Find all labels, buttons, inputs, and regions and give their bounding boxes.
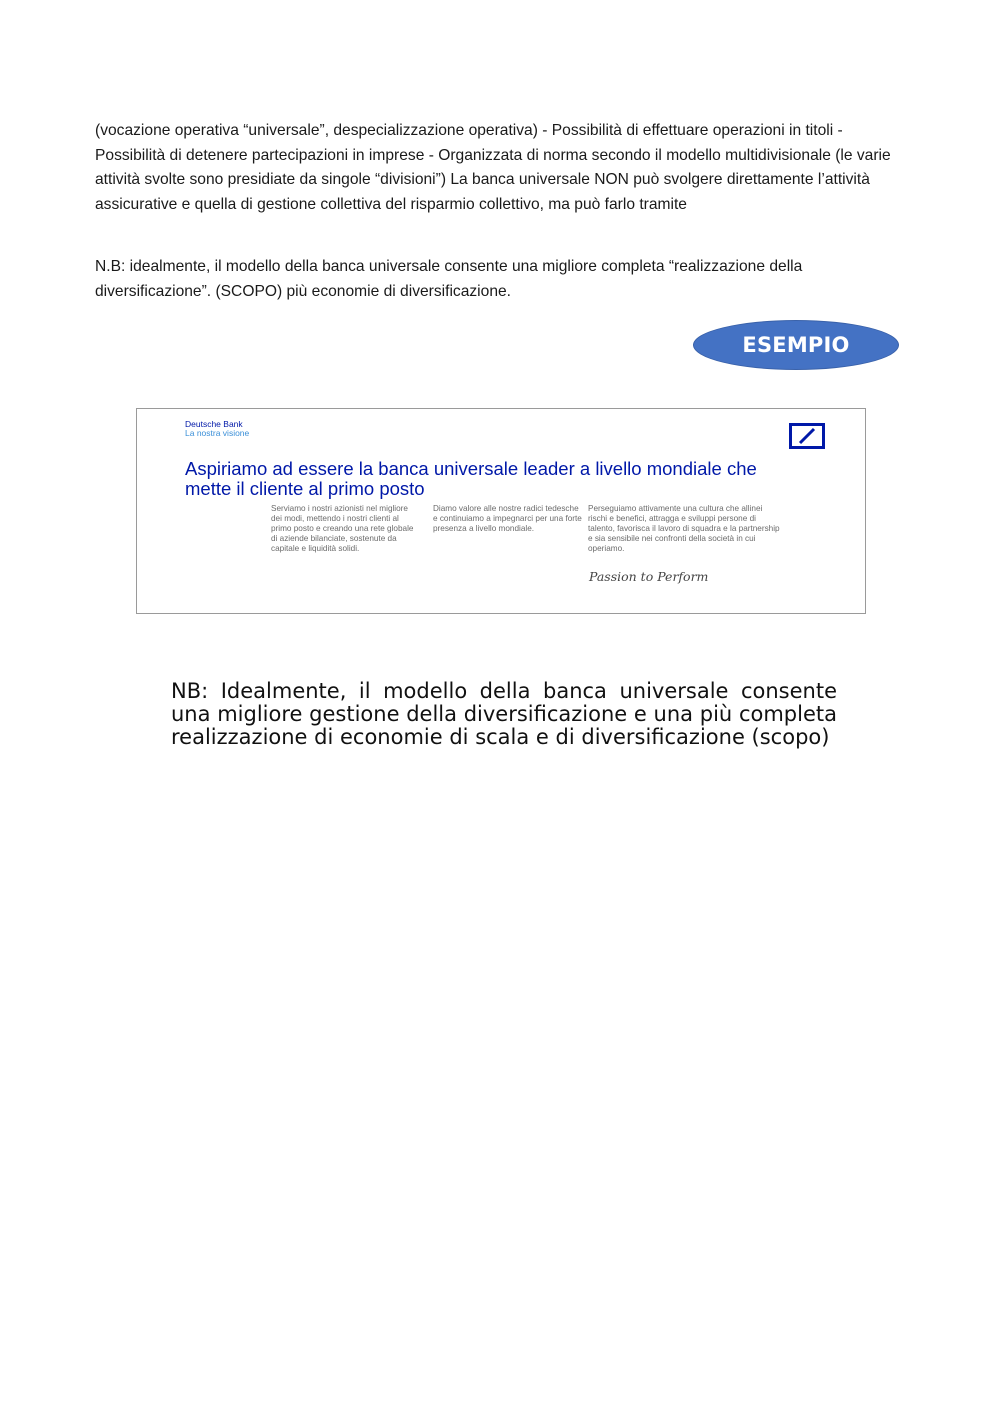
body-paragraph-1: (vocazione operativa “universale”, despecializzazione operativa) - Possibilità di effettuare operazioni in titoli - Possibilità di detenere partecipazioni in imprese - Organizzata di norma secondo il modello multidivisionale (le varie attività svolte sono presidiate da singole “divisioni”) La banca universale NON può svolgere direttamente l’attività assicurative e quella di gestione collettiva del risparmio collettivo, ma può farlo tramite [95,122,891,213]
db-brand [185,420,249,438]
db-column-1: Serviamo i nostri azionisti nel migliore dei modi, mettendo i nostri clienti al primo posto e creando una rete globale di aziende bilanciate, sostenute da capitale e liquidità solidi. [271,504,414,553]
nb-note: NB: Idealmente, il modello della banca universale consente una migliore gestione della diversificazione e una più completa realizzazione di economie di scala e di diversificazione (scopo) [171,679,837,749]
body-paragraph-2: N.B: idealmente, il modello della banca universale consente una migliore completa “realizzazione della diversificazione”. (SCOPO) più economie di diversificazione. [95,258,803,300]
db-headline: Aspiriamo ad essere la banca universale leader a livello mondiale che mette il cliente al primo posto [185,458,757,499]
deutsche-bank-vision-image [136,408,866,614]
esempio-label: ESEMPIO [742,333,850,357]
db-column-2: Diamo valore alle nostre radici tedesche e continuiamo a impegnarci per una forte presenza a livello mondiale. [433,504,582,533]
esempio-oval [693,320,899,370]
db-signature: Passion to Perform [589,569,709,584]
db-brand-subtitle: La nostra visione [185,428,250,438]
db-brand-name: Deutsche Bank [185,419,243,429]
deutsche-bank-logo-icon [789,423,825,449]
db-column-3: Perseguiamo attivamente una cultura che allinei rischi e benefici, attragga e sviluppi persone di talento, favorisca il lavoro di squadra e la partnership e sia sensibile nei confronti della società in cui operiamo. [588,504,780,553]
